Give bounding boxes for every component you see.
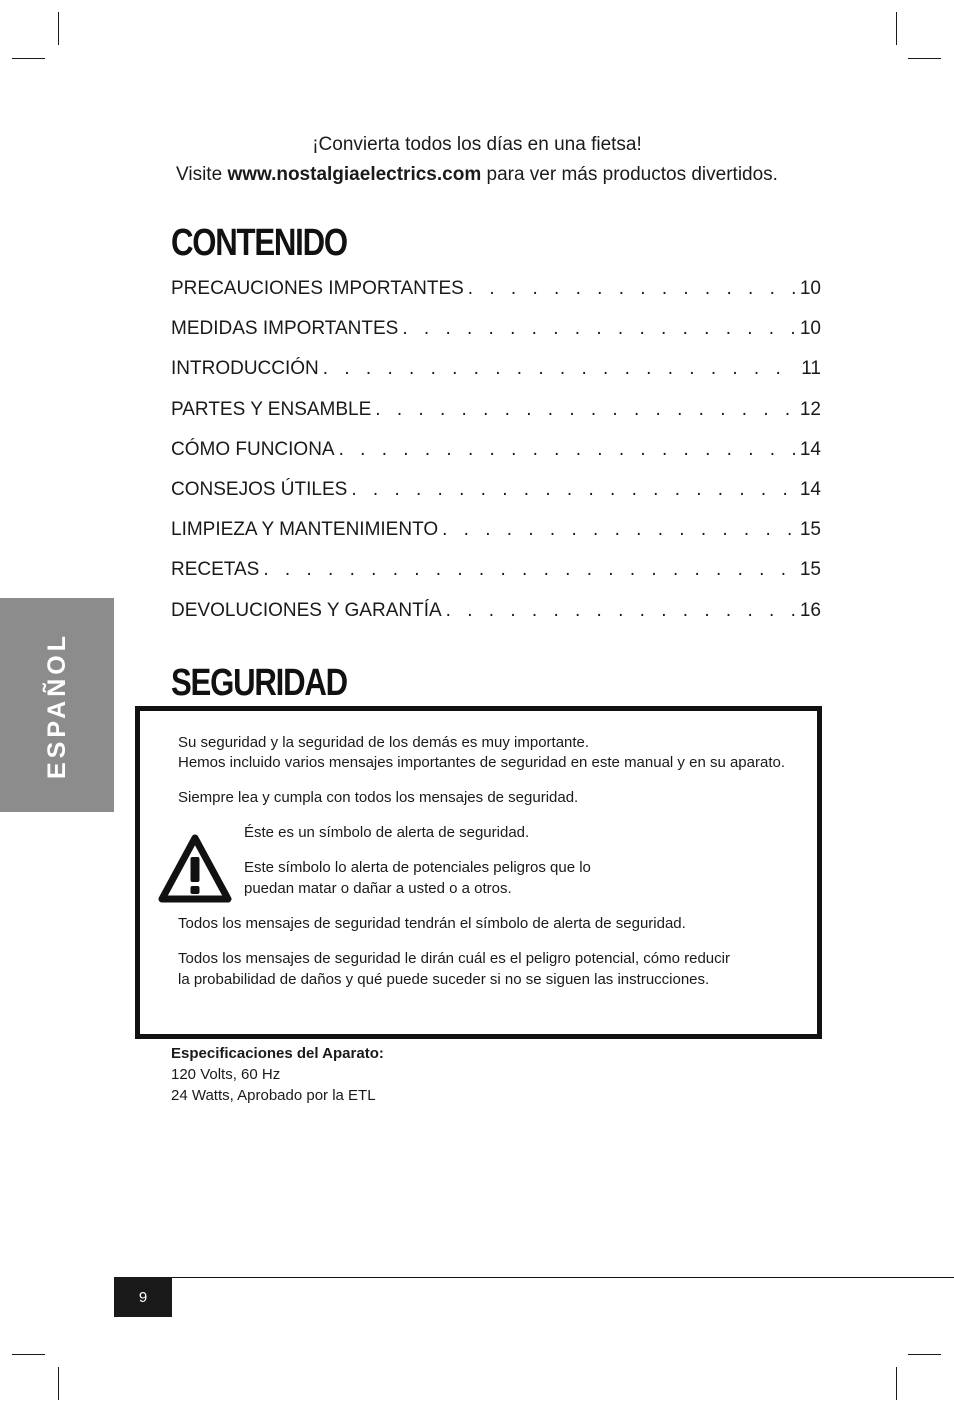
safety-symbol-text: Este símbolo lo alerta de potenciales peligros que lo — [244, 859, 591, 876]
specs-voltage: 120 Volts, 60 Hz — [171, 1066, 281, 1083]
toc-leader — [339, 439, 796, 461]
table-of-contents — [171, 278, 821, 640]
toc-leader — [402, 318, 796, 340]
specs-wattage: 24 Watts, Aprobado por la ETL — [171, 1087, 376, 1104]
toc-leader — [375, 399, 796, 421]
toc-page: 14 — [799, 438, 821, 460]
toc-page: 12 — [799, 398, 821, 420]
toc-page: 16 — [799, 599, 821, 621]
crop-mark — [12, 1354, 45, 1355]
safety-symbol-text: puedan matar o dañar a usted o a otros. — [244, 880, 512, 897]
toc-leader — [442, 519, 796, 541]
safety-text: Su seguridad y la seguridad de los demás es muy importante. — [178, 734, 590, 751]
toc-page: 14 — [799, 478, 821, 500]
safety-notice-box — [135, 706, 822, 1039]
crop-mark — [908, 58, 941, 59]
toc-row — [171, 600, 821, 640]
crop-mark — [12, 58, 45, 59]
website-url: www.nostalgiaelectrics.com — [227, 164, 482, 185]
safety-text: la probabilidad de daños y qué puede suceder si no se siguen las instrucciones. — [178, 971, 710, 988]
toc-leader — [263, 559, 796, 581]
safety-text: Siempre lea y cumpla con todos los mensajes de seguridad. — [178, 789, 579, 806]
toc-leader — [446, 600, 796, 622]
safety-heading: SEGURIDAD — [171, 662, 347, 704]
safety-symbol-text: Éste es un símbolo de alerta de seguridad. — [244, 824, 530, 841]
crop-mark — [58, 1367, 59, 1400]
toc-title: PARTES Y ENSAMBLE — [171, 398, 372, 420]
crop-mark — [908, 1354, 941, 1355]
tagline-line-2: Visite www.nostalgiaelectrics.com para ver más productos divertidos. — [176, 164, 778, 185]
safety-text: Todos los mensajes de seguridad tendrán el símbolo de alerta de seguridad. — [178, 915, 686, 932]
tagline-line-1: ¡Convierta todos los días en una fietsa! — [312, 134, 642, 155]
toc-title: INTRODUCCIÓN — [171, 358, 319, 380]
footer-rule — [114, 1277, 954, 1278]
toc-title: MEDIDAS IMPORTANTES — [171, 318, 399, 340]
toc-row — [171, 439, 821, 479]
toc-title: CONSEJOS ÚTILES — [171, 478, 348, 500]
toc-title: DEVOLUCIONES Y GARANTÍA — [171, 599, 442, 621]
specs-title: Especificaciones del Aparato: — [171, 1045, 384, 1062]
toc-title: LIMPIEZA Y MANTENIMIENTO — [171, 519, 439, 541]
toc-title: RECETAS — [171, 559, 260, 581]
toc-leader — [323, 358, 797, 380]
toc-leader — [351, 479, 796, 501]
toc-page: 15 — [799, 559, 821, 581]
toc-row — [171, 479, 821, 519]
toc-page: 10 — [799, 318, 821, 340]
toc-row — [171, 318, 821, 358]
toc-leader — [468, 278, 796, 300]
crop-mark — [58, 12, 59, 45]
contents-heading: CONTENIDO — [171, 222, 347, 264]
toc-row — [171, 519, 821, 559]
toc-row — [171, 278, 821, 318]
appliance-specs — [171, 1043, 384, 1106]
tagline — [0, 130, 954, 190]
toc-row — [171, 358, 821, 398]
toc-page: 10 — [799, 278, 821, 299]
warning-triangle-icon — [158, 833, 232, 903]
crop-mark — [896, 1367, 897, 1400]
safety-text: Todos los mensajes de seguridad le dirán cuál es el peligro potencial, cómo reducir — [178, 950, 730, 967]
language-tab-label: ESPAÑOL — [42, 631, 71, 779]
toc-title: CÓMO FUNCIONA — [171, 438, 335, 460]
toc-page: 11 — [801, 358, 821, 380]
toc-row — [171, 559, 821, 599]
toc-title: PRECAUCIONES IMPORTANTES — [171, 278, 464, 299]
toc-row — [171, 399, 821, 439]
safety-text: Hemos incluido varios mensajes importantes de seguridad en este manual y en su aparato. — [178, 754, 786, 771]
toc-page: 15 — [799, 519, 821, 541]
language-tab — [0, 598, 114, 812]
crop-mark — [896, 12, 897, 45]
page-number: 9 — [114, 1277, 172, 1317]
